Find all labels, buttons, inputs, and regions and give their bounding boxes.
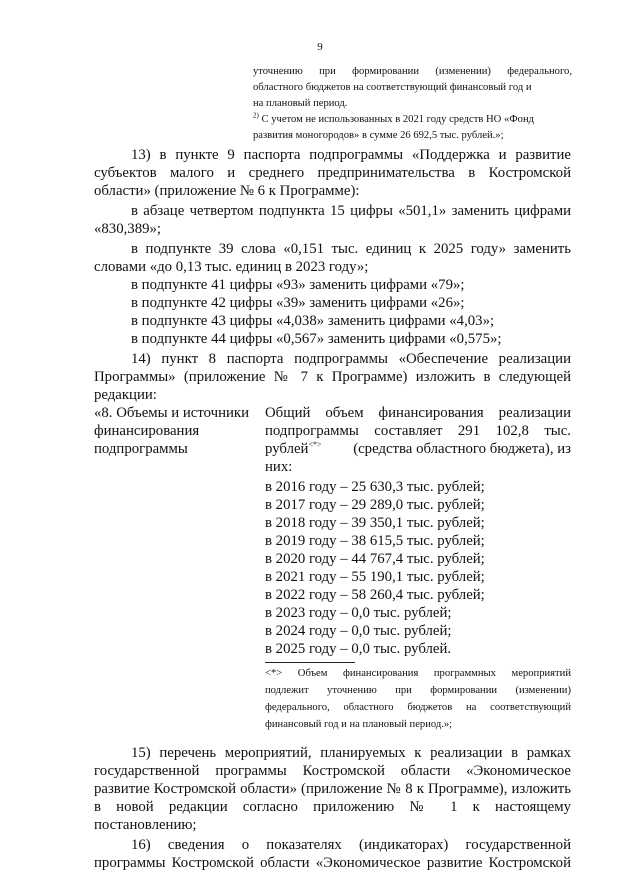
paragraph-line: в новой редакции согласно приложению № 1 к настоящему [94,799,571,815]
table-left-cell-line: «8. Объемы и источники [94,405,250,421]
paragraph-line: в подпункте 44 цифры «0,567» заменить цифрами «0,575»; [131,331,502,347]
year-line: в 2018 году – 39 350,1 тыс. рублей; [265,515,485,531]
footnote-mark: 2) [253,111,259,120]
year-line: в 2020 году – 44 767,4 тыс. рублей; [265,551,485,567]
year-line: в 2016 году – 25 630,3 тыс. рублей; [265,479,485,495]
year-line: в 2019 году – 38 615,5 тыс. рублей; [265,533,485,549]
year-line: в 2022 году – 58 260,4 тыс. рублей; [265,587,485,603]
paragraph-line: в подпункте 42 цифры «39» заменить цифрами «26»; [131,295,465,311]
table-left-cell-line: финансирования [94,423,200,439]
year-line: в 2021 году – 55 190,1 тыс. рублей; [265,569,485,585]
table-left-cell-line: подпрограммы [94,441,188,457]
source-text: (средства областного бюджета), из [353,441,571,457]
paragraph-line: в подпункте 43 цифры «4,038» заменить цифрами «4,03»; [131,313,495,329]
paragraph-line: области» (приложение № 6 к Программе): [94,183,360,199]
paragraph-line: постановлению; [94,817,197,833]
year-line: в 2024 году – 0,0 тыс. рублей; [265,623,452,639]
table-right-cell-line: Общий объем финансирования реализации [265,405,571,421]
footnote-line: С учетом не использованных в 2021 году средств НО «Фонд [261,114,534,125]
year-line: в 2023 году – 0,0 тыс. рублей; [265,605,452,621]
footnote-line: <*> Объем финансирования программных мероприятий [265,668,571,679]
footnote-line: развития моногородов» в сумме 26 692,5 тыс. рублей.»; [253,130,504,141]
footnote-separator [265,662,355,663]
footnote-line: федерального, областного бюджетов на соответствующий [265,702,571,713]
paragraph-line: субъектов малого и среднего предпринимательства в Костромской [94,165,571,181]
year-line: в 2017 году – 29 289,0 тыс. рублей; [265,497,485,513]
footnote-line: подлежит уточнению при формировании (изменении) [265,685,571,696]
table-right-cell-line [265,440,571,458]
paragraph-line: словами «до 0,13 тыс. единиц в 2023 году»; [94,259,369,275]
footnote-line: уточнению при формировании (изменении) федерального, [253,66,572,77]
year-line: в 2025 году – 0,0 тыс. рублей. [265,641,452,657]
paragraph-line: развитие Костромской области» (приложение № 8 к Программе), изложить [94,781,571,797]
paragraph-line: государственной программы Костромской области «Экономическое [94,763,571,779]
footnote-line: финансовый год и на плановый период.»; [265,719,453,730]
footnote-mark: <*> [308,440,322,450]
paragraph-line: программы Костромской области «Экономическое развитие Костромской [94,855,571,871]
paragraph-line: 13) в пункте 9 паспорта подпрограммы «Поддержка и развитие [131,147,571,163]
paragraph-line: 16) сведения о показателях (индикаторах) государственной [131,837,571,853]
footnote-line: на плановый период. [253,98,348,109]
paragraph-line: в подпункте 41 цифры «93» заменить цифрами «79»; [131,277,465,293]
paragraph-line: редакции: [94,387,157,403]
paragraph-line: «830,389»; [94,221,161,237]
paragraph-line: в абзаце четвертом подпункта 15 цифры «501,1» заменить цифрами [131,203,571,219]
paragraph-line: 15) перечень мероприятий, планируемых к реализации в рамках [131,745,571,761]
paragraph-line: Программы» (приложение № 7 к Программе) изложить в следующей [94,369,571,385]
paragraph-line: 14) пункт 8 паспорта подпрограммы «Обеспечение реализации [131,351,571,367]
paragraph-line: в подпункте 39 слова «0,151 тыс. единиц к 2025 году» заменить [131,241,571,257]
table-right-cell-line: подпрограммы составляет 291 102,8 тыс. [265,423,571,439]
page-number: 9 [317,41,323,53]
rubles-word: рублей [265,441,309,457]
table-right-cell-line: них: [265,459,293,475]
footnote-line: областного бюджетов на соответствующий финансовый год и [253,82,532,93]
